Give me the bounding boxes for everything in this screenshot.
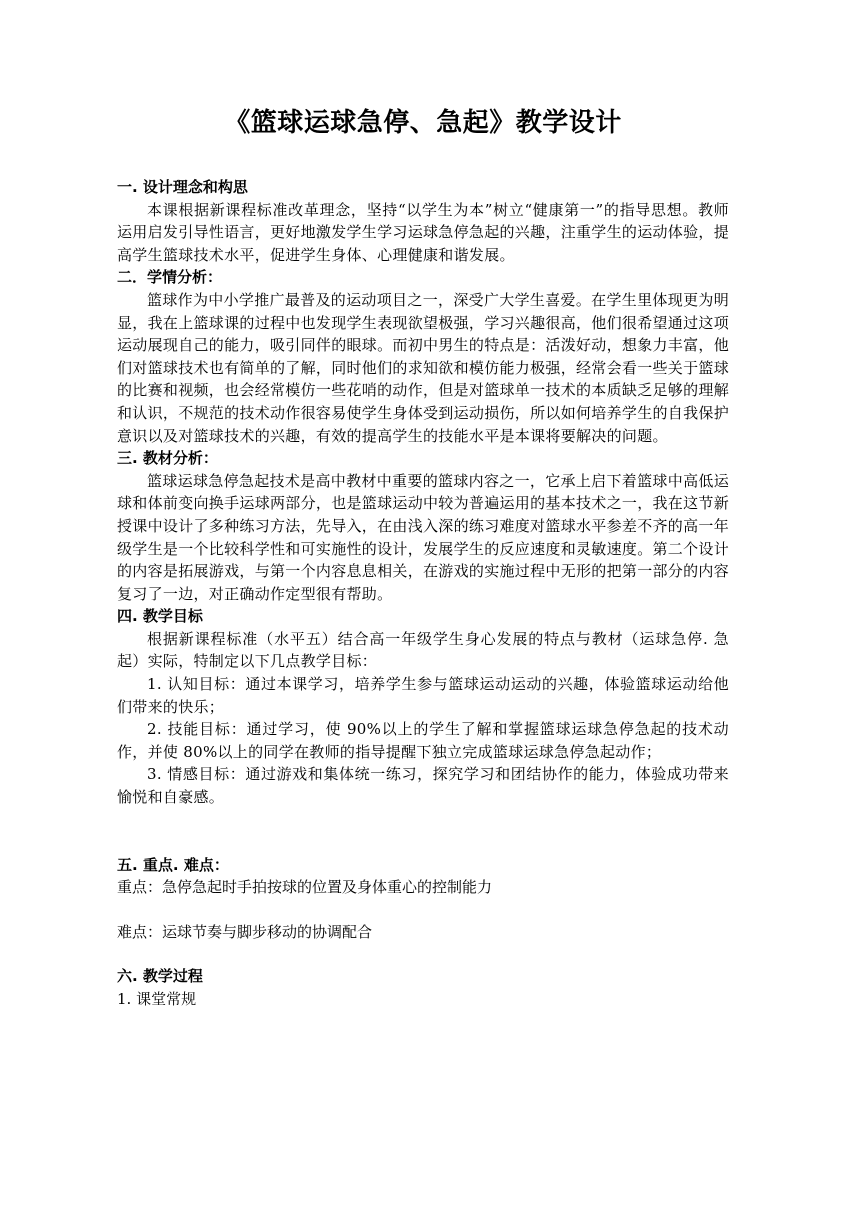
spacer bbox=[117, 809, 729, 854]
document-title: 《篮球运球急停、急起》教学设计 bbox=[224, 108, 622, 138]
section-heading-key-points: 五. 重点. 难点： bbox=[117, 855, 229, 874]
document-body bbox=[117, 176, 729, 1011]
paragraph-student-analysis: 篮球作为中小学推广最普及的运动项目之一，深受广大学生喜爱。在学生里体现更为明显，我在上篮球课的过程中也发现学生表现欲望极强，学习兴趣很高，他们很希望通过这项运动展现自己的能力，吸引同伴的眼球。而初中男生的特点是：活泼好动，想象力丰富，他们对篮球技术也有简单的了解，同时他们的求知欲和模仿能力极强，经常会看一些关于篮球的比赛和视频，也会经常模仿一些花哨的动作，但是对篮球单一技术的本质缺乏足够的理解和认识，不规范的技术动作很容易使学生身体受到运动损伤，所以如何培养学生的自我保护意识以及对篮球技术的兴趣，有效的提高学生的技能水平是本课将要解决的问题。 bbox=[117, 290, 730, 445]
goal-cognitive: 1. 认知目标：通过本课学习，培养学生参与篮球运动运动的兴趣，体验篮球运动给他们带来的快乐； bbox=[117, 675, 729, 716]
section-heading-student-analysis: 二．学情分析： bbox=[117, 268, 223, 287]
spacer bbox=[117, 899, 729, 921]
difficulty-text: 难点：运球节奏与脚步移动的协调配合 bbox=[117, 922, 373, 941]
goal-emotional: 3. 情感目标：通过游戏和集体统一练习，探究学习和团结协作的能力，体验成功带来愉悦和自豪感。 bbox=[117, 765, 729, 807]
spacer bbox=[117, 943, 729, 965]
section-heading-design-concept: 一. 设计理念和构思 bbox=[117, 178, 248, 196]
section-heading-teaching-goals: 四. 教学目标 bbox=[117, 607, 203, 626]
goal-skill: 2. 技能目标：通过学习，使 90%以上的学生了解和掌握篮球运球急停急起的技术动作，并使 80%以上的同学在教师的指导提醒下独立完成篮球运球急停急起动作； bbox=[117, 720, 729, 761]
section-heading-material-analysis: 三. 教材分析： bbox=[117, 449, 218, 468]
process-item-classroom-routine: 1. 课堂常规 bbox=[117, 990, 197, 1008]
paragraph-design-concept: 本课根据新课程标准改革理念，坚持“以学生为本”树立“健康第一”的指导思想。教师运用启发引导性语言，更好地激发学生学习运球急停急起的兴趣，注重学生的运动体验，提高学生篮球技术水平，促进学生身体、心理健康和谐发展。 bbox=[117, 200, 730, 264]
key-point-text: 重点：急停急起时手拍按球的位置及身体重心的控制能力 bbox=[117, 878, 493, 897]
paragraph-teaching-goals: 根据新课程标准（水平五）结合高一年级学生身心发展的特点与教材（运球急停. 急起）实际，特制定以下几点教学目标： bbox=[117, 629, 729, 671]
paragraph-material-analysis: 篮球运球急停急起技术是高中教材中重要的篮球内容之一，它承上启下着篮球中高低运球和体前变向换手运球两部分，也是篮球运动中较为普遍运用的基本技术之一，我在这节新授课中设计了多种练习方法，先导入，在由浅入深的练习难度对篮球水平参差不齐的高一年级学生是一个比较科学性和可实施性的设计，发展学生的反应速度和灵敏速度。第二个设计的内容是拓展游戏，与第一个内容息息相关，在游戏的实施过程中无形的把第一部分的内容复习了一边，对正确动作定型很有帮助。 bbox=[117, 471, 730, 603]
section-heading-teaching-process: 六. 教学过程 bbox=[117, 967, 203, 986]
